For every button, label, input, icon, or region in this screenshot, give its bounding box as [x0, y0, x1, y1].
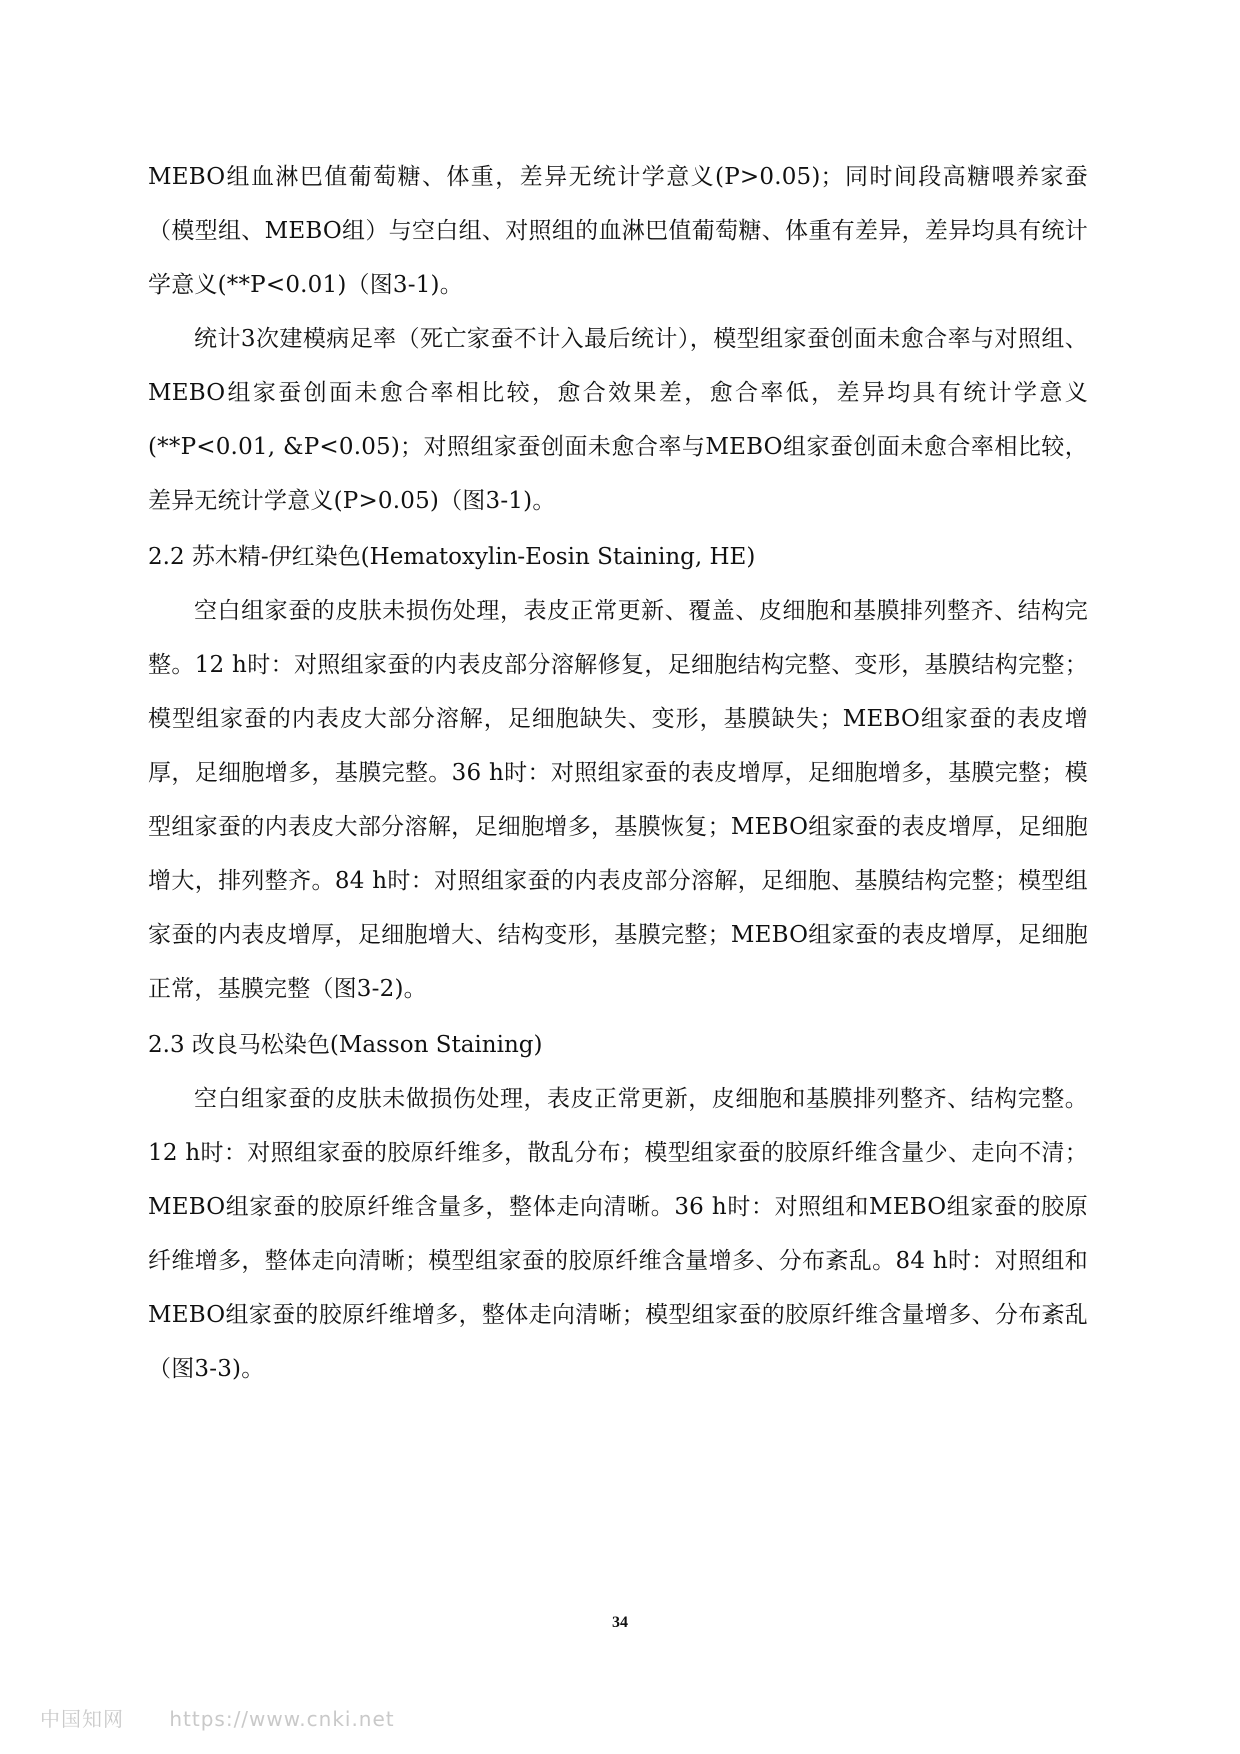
paragraph-4: 空白组家蚕的皮肤未做损伤处理，表皮正常更新，皮细胞和基膜排列整齐、结构完整。12 h时：对照组家蚕的胶原纤维多，散乱分布；模型组家蚕的胶原纤维含量少、走向不清；MEBO组家蚕的胶原纤维含量多，整体走向清晰。36 h时：对照组和MEBO组家蚕的胶原纤维增多，整体走向清晰；模型组家蚕的胶原纤维含量增多、分布紊乱。84 h时：对照组和MEBO组家蚕的胶原纤维增多，整体走向清晰；模型组家蚕的胶原纤维含量增多、分布紊乱（图3-3)。 [148, 1086, 1088, 1382]
cnki-watermark [40, 1703, 395, 1732]
section-heading-2-2: 2.2 苏木精-伊红染色(Hematoxylin-Eosin Staining, HE) [148, 544, 756, 570]
paragraph-3: 空白组家蚕的皮肤未损伤处理，表皮正常更新、覆盖、皮细胞和基膜排列整齐、结构完整。12 h时：对照组家蚕的内表皮部分溶解修复，足细胞结构完整、变形，基膜结构完整；模型组家蚕的内表皮大部分溶解，足细胞缺失、变形，基膜缺失；MEBO组家蚕的表皮增厚，足细胞增多，基膜完整。36 h时：对照组家蚕的表皮增厚，足细胞增多，基膜完整；模型组家蚕的内表皮大部分溶解，足细胞增多，基膜恢复；MEBO组家蚕的表皮增厚，足细胞增大，排列整齐。84 h时：对照组家蚕的内表皮部分溶解，足细胞、基膜结构完整；模型组家蚕的内表皮增厚，足细胞增大、结构变形，基膜完整；MEBO组家蚕的表皮增厚，足细胞正常，基膜完整（图3-2)。 [148, 598, 1088, 1002]
section-heading-2-3: 2.3 改良马松染色(Masson Staining) [148, 1032, 543, 1058]
watermark-url: https://www.cnki.net [169, 1707, 395, 1731]
watermark-brand: 中国知网 [40, 1707, 124, 1731]
page-number: 34 [612, 1614, 628, 1631]
paragraph-2: 统计3次建模病足率（死亡家蚕不计入最后统计），模型组家蚕创面未愈合率与对照组、MEBO组家蚕创面未愈合率相比较，愈合效果差，愈合率低，差异均具有统计学意义(**P<0.01, &P<0.05)；对照组家蚕创面未愈合率与MEBO组家蚕创面未愈合率相比较，差异无统计学意义(P>0.05)（图3-1)。 [148, 326, 1088, 514]
page-content [148, 150, 1088, 1396]
paragraph-1: MEBO组血淋巴值葡萄糖、体重，差异无统计学意义(P>0.05)；同时间段高糖喂养家蚕（模型组、MEBO组）与空白组、对照组的血淋巴值葡萄糖、体重有差异，差异均具有统计学意义(**P<0.01)（图3-1)。 [148, 164, 1088, 298]
